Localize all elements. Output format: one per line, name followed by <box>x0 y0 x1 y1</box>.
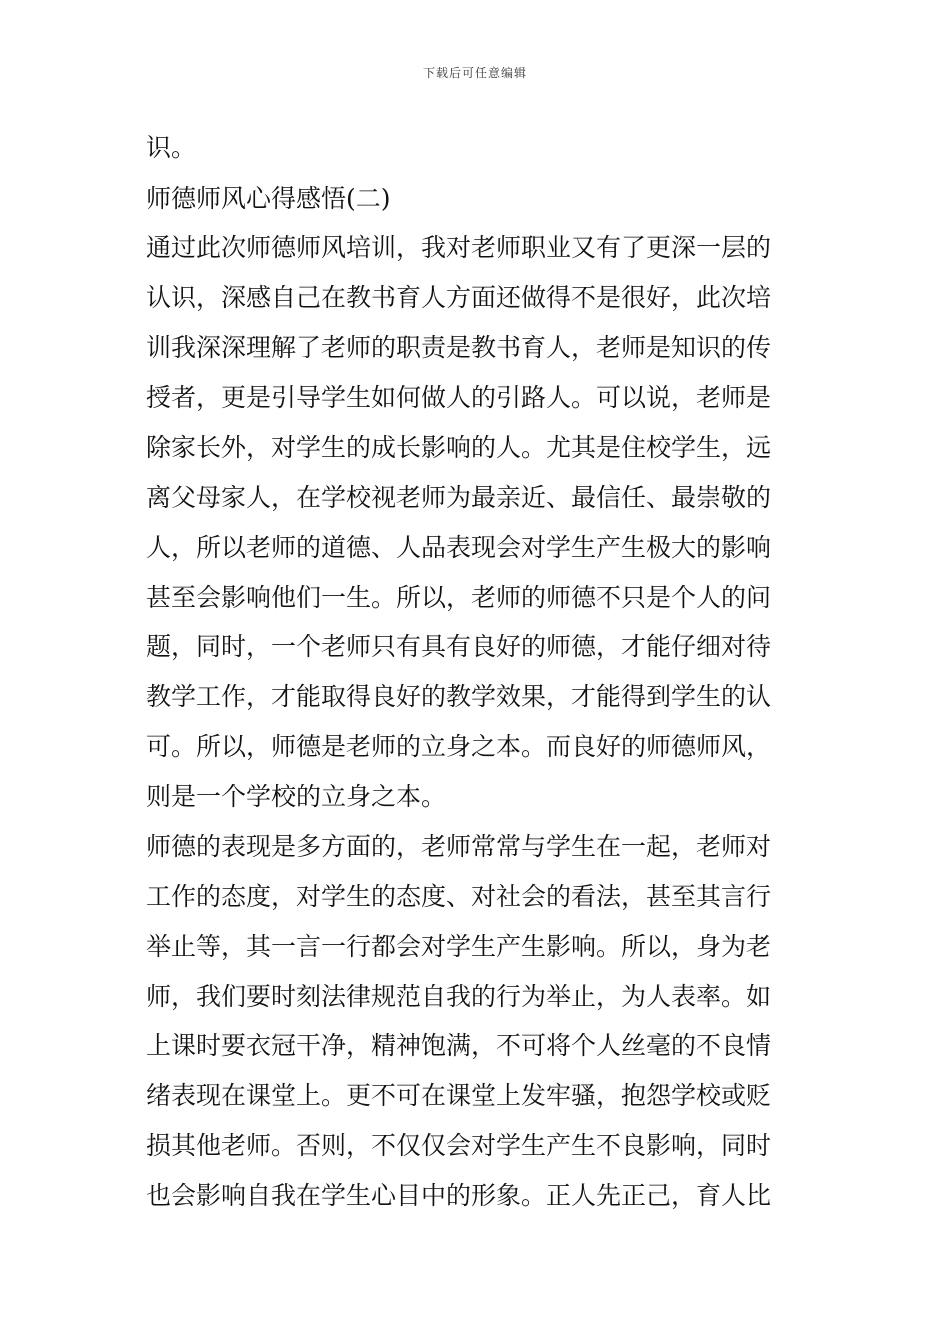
text-line: 人，所以老师的道德、人品表现会对学生产生极大的影响 <box>146 533 772 562</box>
text-line: 绪表现在课堂上。更不可在课堂上发牢骚，抱怨学校或贬 <box>146 1081 772 1110</box>
text-line: 可。所以，师德是老师的立身之本。而良好的师德师风， <box>146 732 772 761</box>
text-line: 授者，更是引导学生如何做人的引路人。可以说，老师是 <box>146 383 772 412</box>
text-line: 训我深深理解了老师的职责是教书育人，老师是知识的传 <box>146 333 772 362</box>
text-line: 上课时要衣冠干净，精神饱满，不可将个人丝毫的不良情 <box>146 1031 772 1060</box>
text-line: 甚至会影响他们一生。所以，老师的师德不只是个人的问 <box>146 583 772 612</box>
text-line: 则是一个学校的立身之本。 <box>146 782 447 811</box>
text-line: 工作的态度，对学生的态度、对社会的看法，甚至其言行 <box>146 882 772 911</box>
text-line: 师，我们要时刻法律规范自我的行为举止，为人表率。如 <box>146 982 772 1011</box>
text-line: 损其他老师。否则，不仅仅会对学生产生不良影响，同时 <box>146 1131 772 1160</box>
text-line: 师德的表现是多方面的，老师常常与学生在一起，老师对 <box>146 832 772 861</box>
text-line: 识。 <box>146 133 197 162</box>
text-line: 题，同时，一个老师只有具有良好的师德，才能仔细对待 <box>146 632 772 661</box>
page-header: 下载后可任意编辑 <box>422 66 527 80</box>
text-line: 也会影响自我在学生心目中的形象。正人先正己，育人比 <box>146 1181 772 1210</box>
text-line: 举止等，其一言一行都会对学生产生影响。所以，身为老 <box>146 932 772 961</box>
section-heading: 师德师风心得感悟(二) <box>146 184 391 213</box>
text-line: 教学工作，才能取得良好的教学效果，才能得到学生的认 <box>146 682 772 711</box>
text-line: 通过此次师德师风培训，我对老师职业又有了更深一层的 <box>146 233 772 262</box>
text-line: 除家长外，对学生的成长影响的人。尤其是住校学生，远 <box>146 433 772 462</box>
text-line: 认识，深感自己在教书育人方面还做得不是很好，此次培 <box>146 283 772 312</box>
text-line: 离父母家人，在学校视老师为最亲近、最信任、最崇敬的 <box>146 483 772 512</box>
